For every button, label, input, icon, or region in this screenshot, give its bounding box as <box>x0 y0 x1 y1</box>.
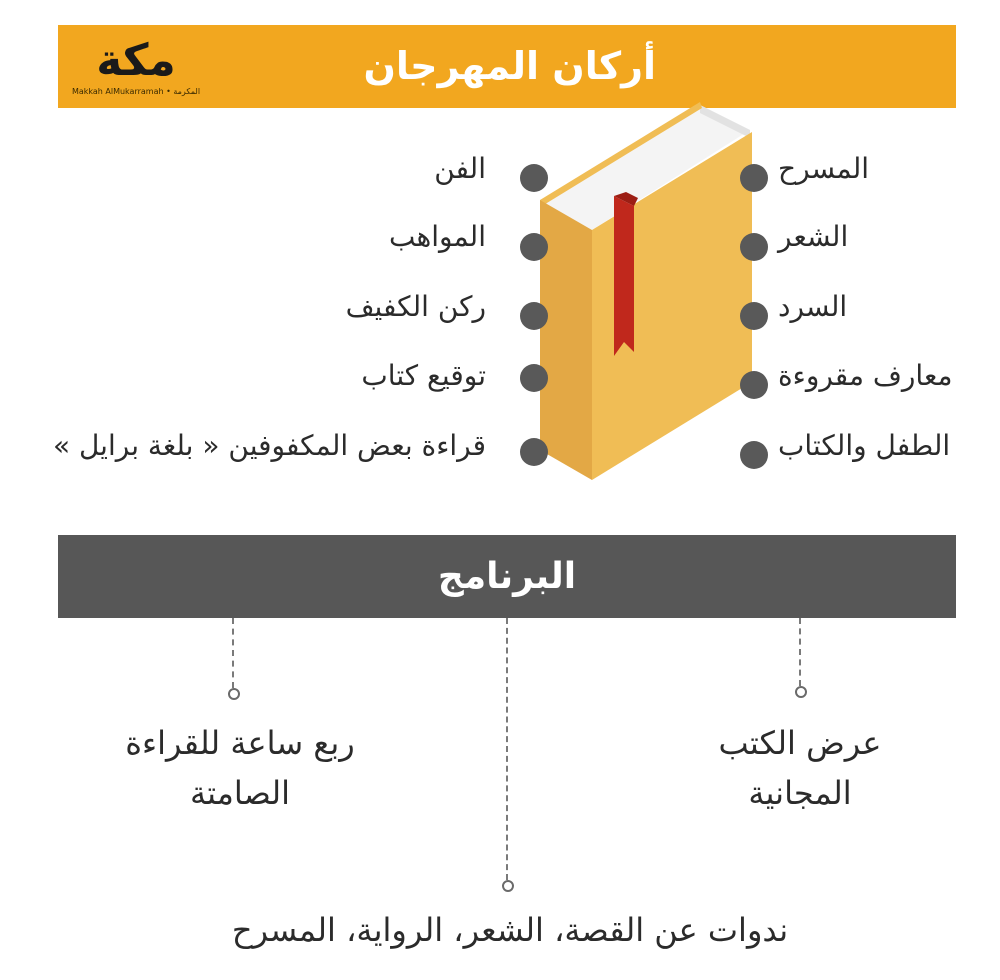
makkah-logo <box>66 35 206 99</box>
pillar-readable-knowledge: معارف مقروءة <box>778 359 953 392</box>
page-title: أركان المهرجان <box>363 44 656 88</box>
bullet-dot <box>740 441 768 469</box>
pillar-book-signing: توقيع كتاب <box>361 359 486 392</box>
connector-node <box>795 686 807 698</box>
pillar-art: الفن <box>434 152 486 185</box>
pillar-talents: المواهب <box>388 220 486 253</box>
bookmark-ribbon <box>614 196 634 356</box>
program-header <box>58 535 956 618</box>
program-item-silent-reading <box>90 718 390 818</box>
bullet-dot <box>520 164 548 192</box>
book-icon <box>530 100 760 490</box>
pillar-child-and-book: الطفل والكتاب <box>778 429 951 462</box>
connector-node <box>228 688 240 700</box>
bullet-dot <box>740 233 768 261</box>
bullet-dot <box>740 371 768 399</box>
program-item-seminars <box>180 905 840 955</box>
program-item-free-books <box>680 718 920 818</box>
connector-line <box>506 618 508 880</box>
pillar-narration: السرد <box>778 290 848 323</box>
bullet-dot <box>520 233 548 261</box>
program-title: البرنامج <box>437 556 577 597</box>
program-item-line: عرض الكتب <box>718 724 882 762</box>
bullet-dot <box>520 302 548 330</box>
book-spine <box>540 200 592 480</box>
pillar-braille-reading: قراءة بعض المكفوفين « بلغة برايل » <box>52 429 486 462</box>
bullet-dot <box>740 302 768 330</box>
program-item-line: المجانية <box>748 774 852 812</box>
bullet-dot <box>520 364 548 392</box>
connector-line <box>232 618 234 688</box>
header-banner <box>58 25 956 108</box>
pillar-poetry: الشعر <box>778 220 849 253</box>
bullet-dot <box>740 164 768 192</box>
connector-node <box>502 880 514 892</box>
program-item-line: الصامتة <box>189 774 291 812</box>
program-item-line: ربع ساعة للقراءة <box>125 724 355 762</box>
pillar-theatre: المسرح <box>778 152 869 185</box>
bullet-dot <box>520 438 548 466</box>
logo-subtext: Makkah AlMukarramah • المكرمة <box>71 87 201 96</box>
logo-text: مكة <box>96 35 176 86</box>
pillar-blind-corner: ركن الكفيف <box>345 290 486 323</box>
connector-line <box>799 618 801 686</box>
program-item-line: ندوات عن القصة، الشعر، الرواية، المسرح <box>231 911 789 949</box>
